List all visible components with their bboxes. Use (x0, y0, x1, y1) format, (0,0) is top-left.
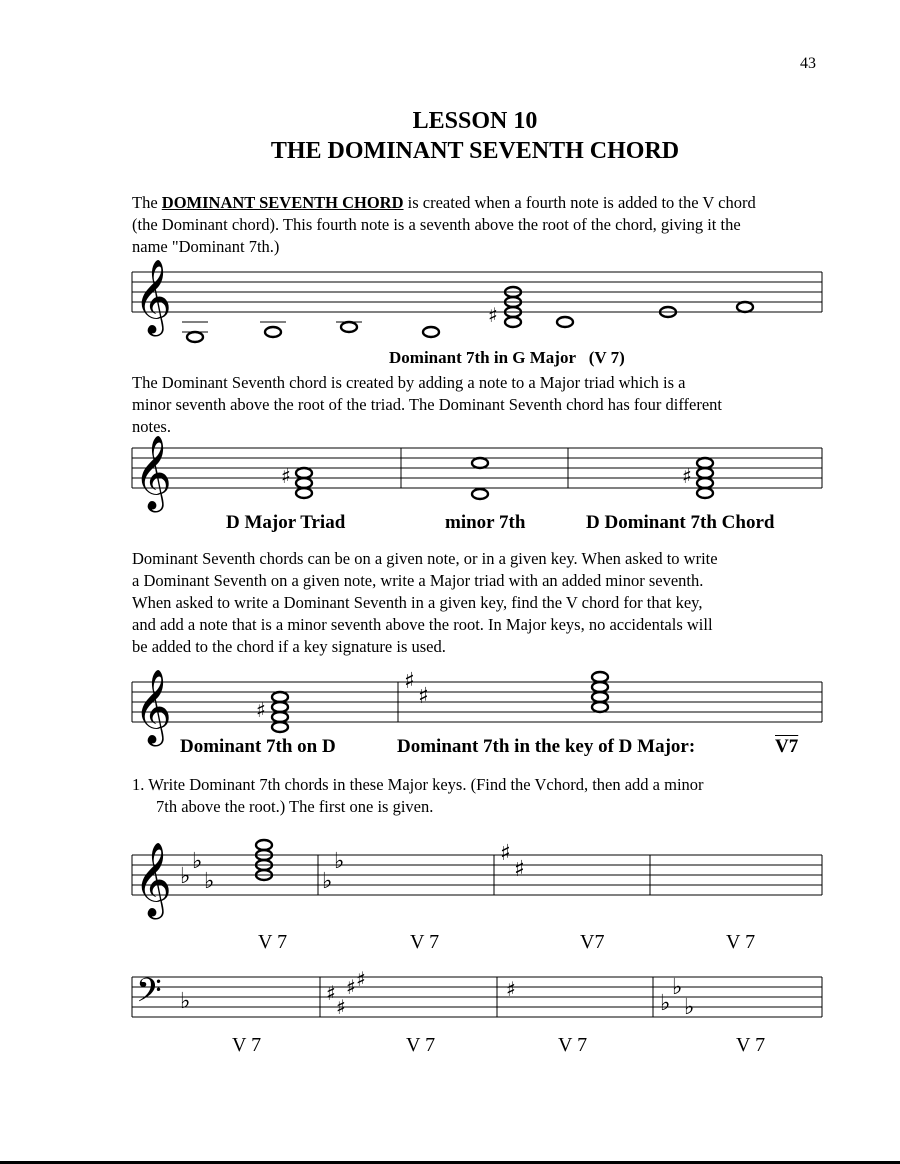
sharp-icon: ♯ (682, 464, 692, 488)
para2-line2: minor seventh above the root of the triad. The Dominant Seventh chord has four different (132, 395, 723, 414)
lesson-subtitle: THE DOMINANT SEVENTH CHORD (270, 138, 680, 164)
treble-numeral-1: V 7 (258, 931, 288, 953)
sharp-icon: ♯ (346, 975, 356, 999)
sharp-icon: ♯ (514, 857, 525, 882)
sharp-icon: ♯ (506, 977, 516, 1001)
intro-line2: (the Dominant chord). This fourth note is a seventh above the root of the chord, giving it the (132, 215, 741, 234)
para3-line4: and add a note that is a minor seventh above the root. In Major keys, no accidentals will (132, 615, 713, 634)
exercise-line2: 7th above the root.) The first one is given. (156, 797, 434, 816)
para3-line1: Dominant Seventh chords can be on a given note, or in a given key. When asked to write (132, 549, 718, 568)
treble-clef-icon: 𝄞 (134, 260, 172, 334)
flat-icon: ♭ (322, 869, 333, 894)
bass-clef-icon: 𝄢 (136, 972, 162, 1018)
treble-numeral-3: V7 (580, 931, 605, 953)
example1-numeral: (V 7) (588, 348, 625, 367)
bass-numeral-1: V 7 (232, 1034, 262, 1056)
sharp-icon: ♯ (500, 841, 511, 866)
para3-line3: When asked to write a Dominant Seventh in a given key, find the V chord for that key, (132, 593, 703, 612)
exercise-line1: 1. Write Dominant 7th chords in these Major keys. (Find the Vchord, then add a minor (132, 775, 704, 794)
flat-icon: ♭ (684, 995, 695, 1020)
key-signature-sharp-icon: ♯ (404, 669, 415, 694)
caption-minor-7th: minor 7th (445, 512, 526, 533)
para2-line3: notes. (132, 417, 171, 436)
flat-icon: ♭ (672, 975, 683, 1000)
sharp-icon: ♯ (326, 981, 336, 1005)
treble-numeral-4: V 7 (726, 931, 756, 953)
treble-clef-icon: 𝄞 (134, 843, 172, 917)
para3-line2: a Dominant Seventh on a given note, write a Major triad with an added minor seventh. (132, 571, 704, 590)
flat-icon: ♭ (660, 991, 671, 1016)
caption-d-dominant-7th: D Dominant 7th Chord (586, 512, 775, 533)
treble-numeral-2: V 7 (410, 931, 440, 953)
para3-line5: be added to the chord if a key signature is used. (132, 637, 446, 656)
bass-numeral-4: V 7 (736, 1034, 766, 1056)
intro-line1: is created when a fourth note is added to the V chord (403, 193, 756, 212)
sharp-icon: ♯ (336, 995, 346, 1019)
flat-icon: ♭ (204, 869, 215, 894)
bass-numeral-2: V 7 (406, 1034, 436, 1056)
para2-line1: The Dominant Seventh chord is created by adding a note to a Major triad which is a (132, 373, 686, 392)
key-signature-sharp-icon: ♯ (418, 684, 429, 709)
sharp-icon: ♯ (488, 303, 498, 327)
flat-icon: ♭ (192, 849, 203, 874)
caption-d7-on-d: Dominant 7th on D (180, 736, 336, 757)
caption-d-major-triad: D Major Triad (226, 512, 346, 533)
intro-line3: name "Dominant 7th.) (132, 237, 280, 256)
caption-v7: V7 (775, 736, 799, 757)
example1-caption: Dominant 7th in G Major (V 7) (389, 348, 625, 367)
page-number: 43 (800, 55, 816, 72)
intro-term: DOMINANT SEVENTH CHORD (161, 193, 404, 212)
sharp-icon: ♯ (256, 698, 266, 722)
treble-clef-icon: 𝄞 (134, 436, 172, 510)
treble-clef-icon: 𝄞 (134, 670, 172, 744)
lesson-title: LESSON 10 (412, 108, 538, 134)
caption-d7-in-d-major: Dominant 7th in the key of D Major: (397, 736, 696, 757)
sharp-icon: ♯ (281, 464, 291, 488)
sharp-icon: ♯ (356, 967, 366, 991)
flat-icon: ♭ (180, 864, 191, 889)
bass-numeral-3: V 7 (558, 1034, 588, 1056)
flat-icon: ♭ (334, 849, 345, 874)
flat-icon: ♭ (180, 989, 191, 1014)
intro-prefix: The (132, 193, 162, 212)
